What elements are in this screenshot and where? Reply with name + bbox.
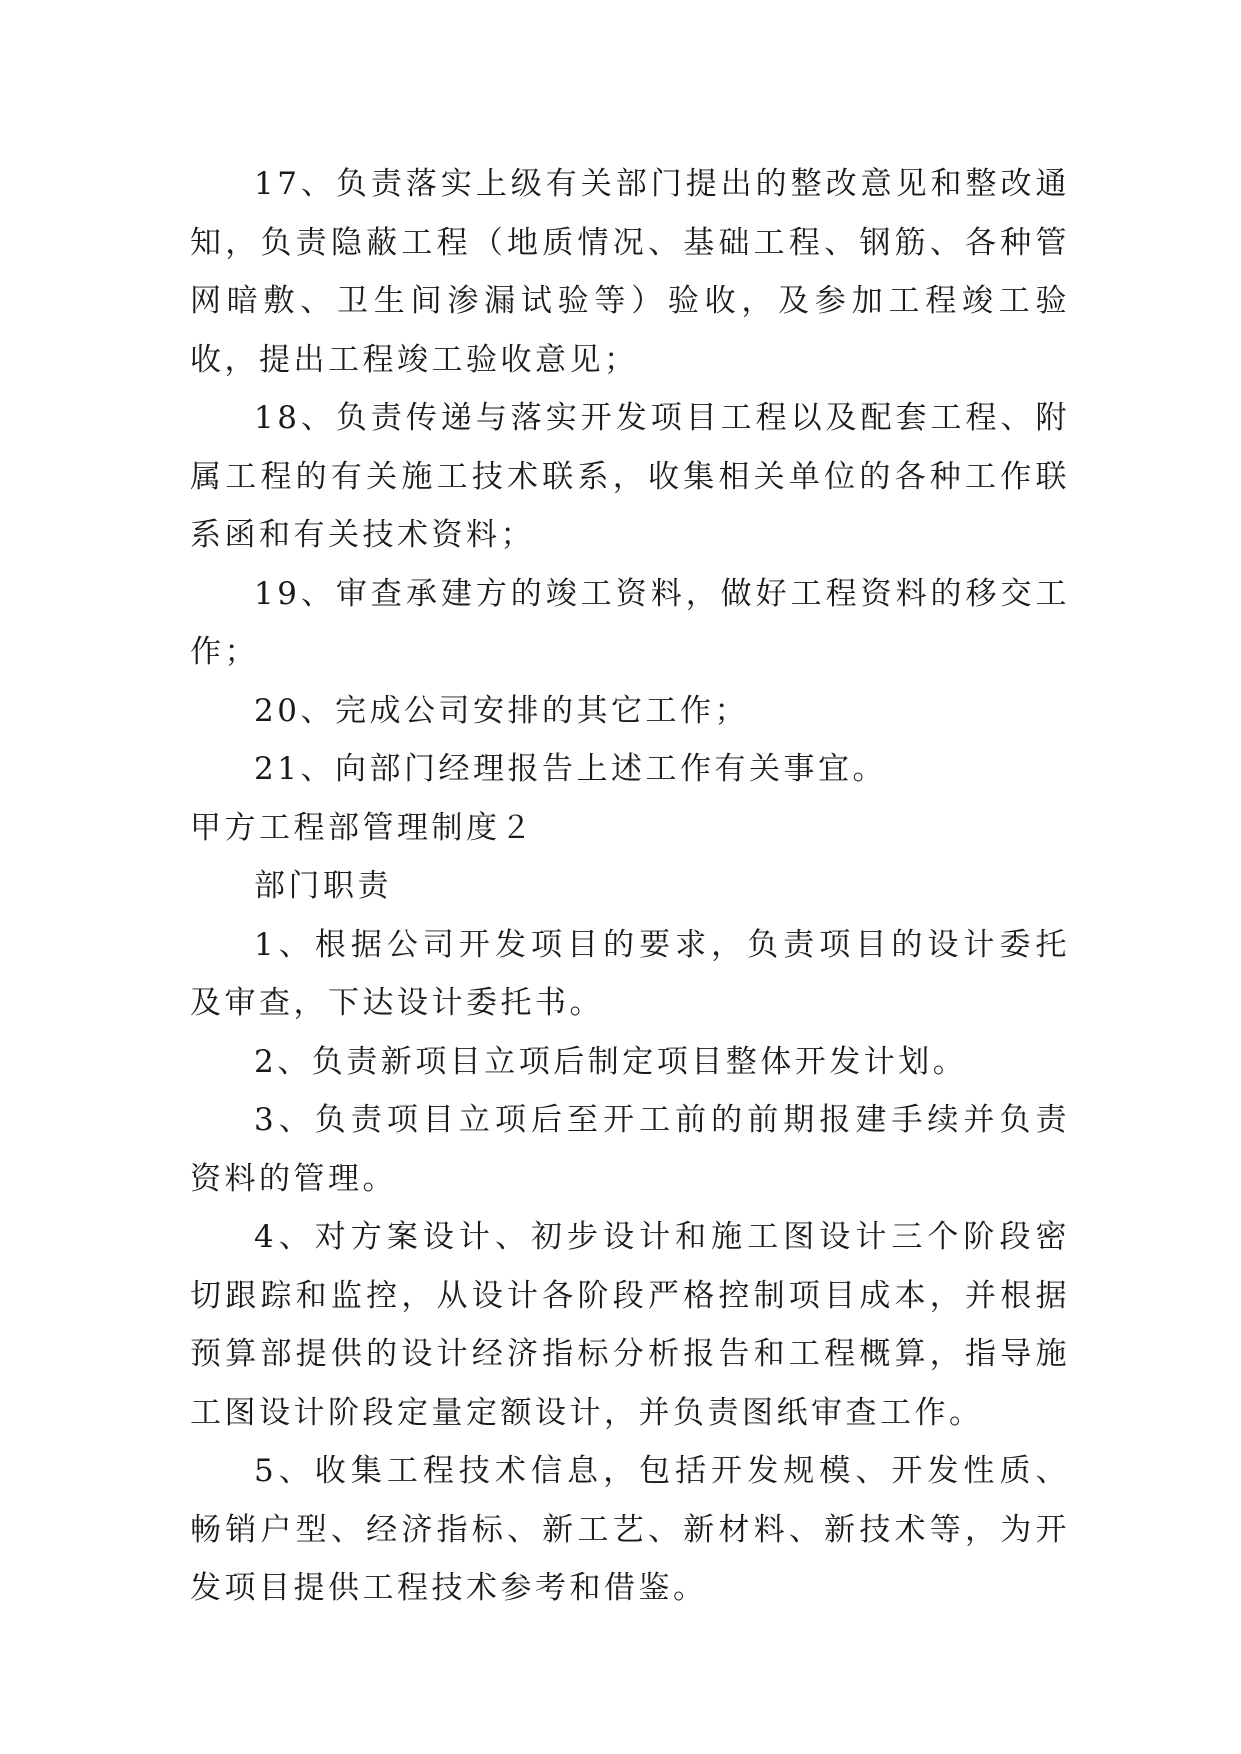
paragraph-item-21: 21、向部门经理报告上述工作有关事宜。 xyxy=(254,751,887,787)
paragraph-item-1: 1、根据公司开发项目的要求，负责项目的设计委托及审查，下达设计委托书。 xyxy=(190,926,1070,1021)
paragraph-item-3: 3、负责项目立项后至开工前的前期报建手续并负责资料的管理。 xyxy=(190,1102,1070,1197)
paragraph-item-19: 19、审查承建方的竣工资料，做好工程资料的移交工作； xyxy=(190,575,1070,670)
paragraph-item-4: 4、对方案设计、初步设计和施工图设计三个阶段密切跟踪和监控，从设计各阶段严格控制项目成本，并根据预算部提供的设计经济指标分析报告和工程概算，指导施工图设计阶段定量定额设计，并负责图纸审查工作。 xyxy=(190,1219,1070,1431)
paragraph-item-17: 17、负责落实上级有关部门提出的整改意见和整改通知，负责隐蔽工程（地质情况、基础工程、钢筋、各种管网暗敷、卫生间渗漏试验等）验收，及参加工程竣工验收，提出工程竣工验收意见； xyxy=(190,166,1070,378)
section-subtitle: 部门职责 xyxy=(254,868,392,904)
document-body xyxy=(190,155,1070,1618)
paragraph-item-20: 20、完成公司安排的其它工作； xyxy=(254,692,749,729)
section-title: 甲方工程部管理制度２ xyxy=(190,809,535,846)
paragraph-item-18: 18、负责传递与落实开发项目工程以及配套工程、附属工程的有关施工技术联系，收集相关单位的各种工作联系函和有关技术资料； xyxy=(190,400,1070,553)
paragraph-item-2: 2、负责新项目立项后制定项目整体开发计划。 xyxy=(254,1043,968,1080)
paragraph-item-5: 5、收集工程技术信息，包括开发规模、开发性质、畅销户型、经济指标、新工艺、新材料、新技术等，为开发项目提供工程技术参考和借鉴。 xyxy=(190,1453,1070,1606)
